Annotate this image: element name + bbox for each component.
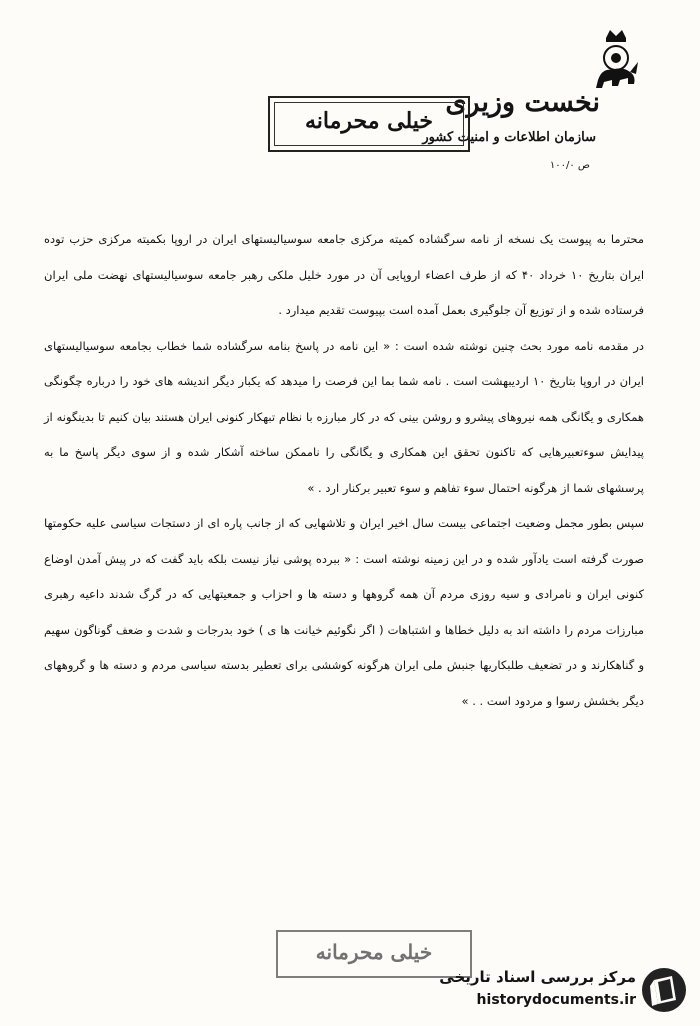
archive-url: historydocuments.ir	[476, 992, 636, 1008]
letter-body	[44, 222, 644, 719]
reference-number: ص ۱۰۰/۰	[549, 160, 590, 171]
paragraph-3: سپس بطور مجمل وضعیت اجتماعی بیست سال اخیر ایران و تلاشهایی که از جانب پاره ای از دستجات سیاسی علیه حکومتها صورت گرفته است یادآور شده و در این زمینه نوشته است : « ببرده پوشی نیاز نیست بلکه باید گفت که در پیش آمدن اوضاع کنونی ایران و نامرادی و سیه روزی مردم آن همه گروهها و دسته ها و احزاب و جمعیتهایی که در گرگ شدند داعیه رهبری مبارزات مردم را داشته اند به دلیل خطاها و اشتباهات ( اگر نگوئیم خیانت ها ی ) خود بدرجات و شدت و ضعف گوناگون سهیم و گناهکارند و در تضعیف طلبکاریها جنبش ملی ایران هرگونه کوششی برای تعطیر بدسته سیاسی مردم و دسته ها و گروههای دیگر بخشش رسوا و مردود است . . »	[44, 516, 644, 708]
footer-stamp-text: خیلی محرمانه	[315, 940, 433, 964]
organization-title: نخست وزیری	[445, 87, 600, 118]
classification-stamp-text: خیلی محرمانه	[304, 108, 434, 134]
archive-watermark	[420, 962, 690, 1022]
paragraph-2: در مقدمه نامه مورد بحث چنین نوشته شده است : « این نامه در پاسخ بنامه سرگشاده شما خطاب بجامعه سوسیالیستهای ایران در اروپا بتاریخ ۱۰ اردیبهشت است . نامه شما بما این فرصت را میدهد که یکبار دیگر اندیشه های خود را درباره چگونگی همکاری و یگانگی همه نیروهای پیشرو و روشن بینی که در کار مبارزه با نظام تبهکار کنونی ایران هستند بیان کنیم تا بدینگونه از پیدایش سوءتعبیرهایی که تاکنون تحقق این همکاری و یگانگی را ناممکن ساخته آشکار شده و از سوی دیگر پاسخ ما به پرسشهای شما از هرگونه احتمال سوء تفاهم و سوء تعبیر برکنار ارد . »	[44, 338, 644, 495]
lion-and-sun-emblem-icon	[588, 28, 644, 92]
organization-subtitle: سازمان اطلاعات و امنیت کشور	[422, 130, 596, 145]
archive-name: مرکز بررسی اسناد تاریخی	[439, 968, 636, 986]
paragraph-1: محترما به پیوست یک نسخه از نامه سرگشاده کمیته مرکزی جامعه سوسیالیستهای ایران در اروپا بکمیته مرکزی حزب توده ایران بتاریخ ۱۰ خرداد ۴۰ که از طرف اعضاء اروپایی آن در مورد خلیل ملکی رهبر جامعه سوسیالیستهای نهضت ملی ایران فرستاده شده و از توزیع آن جلوگیری بعمل آمده است بپیوست تقدیم میدارد .	[44, 232, 645, 317]
classification-stamp	[268, 96, 470, 152]
archive-logo-icon	[640, 966, 688, 1014]
